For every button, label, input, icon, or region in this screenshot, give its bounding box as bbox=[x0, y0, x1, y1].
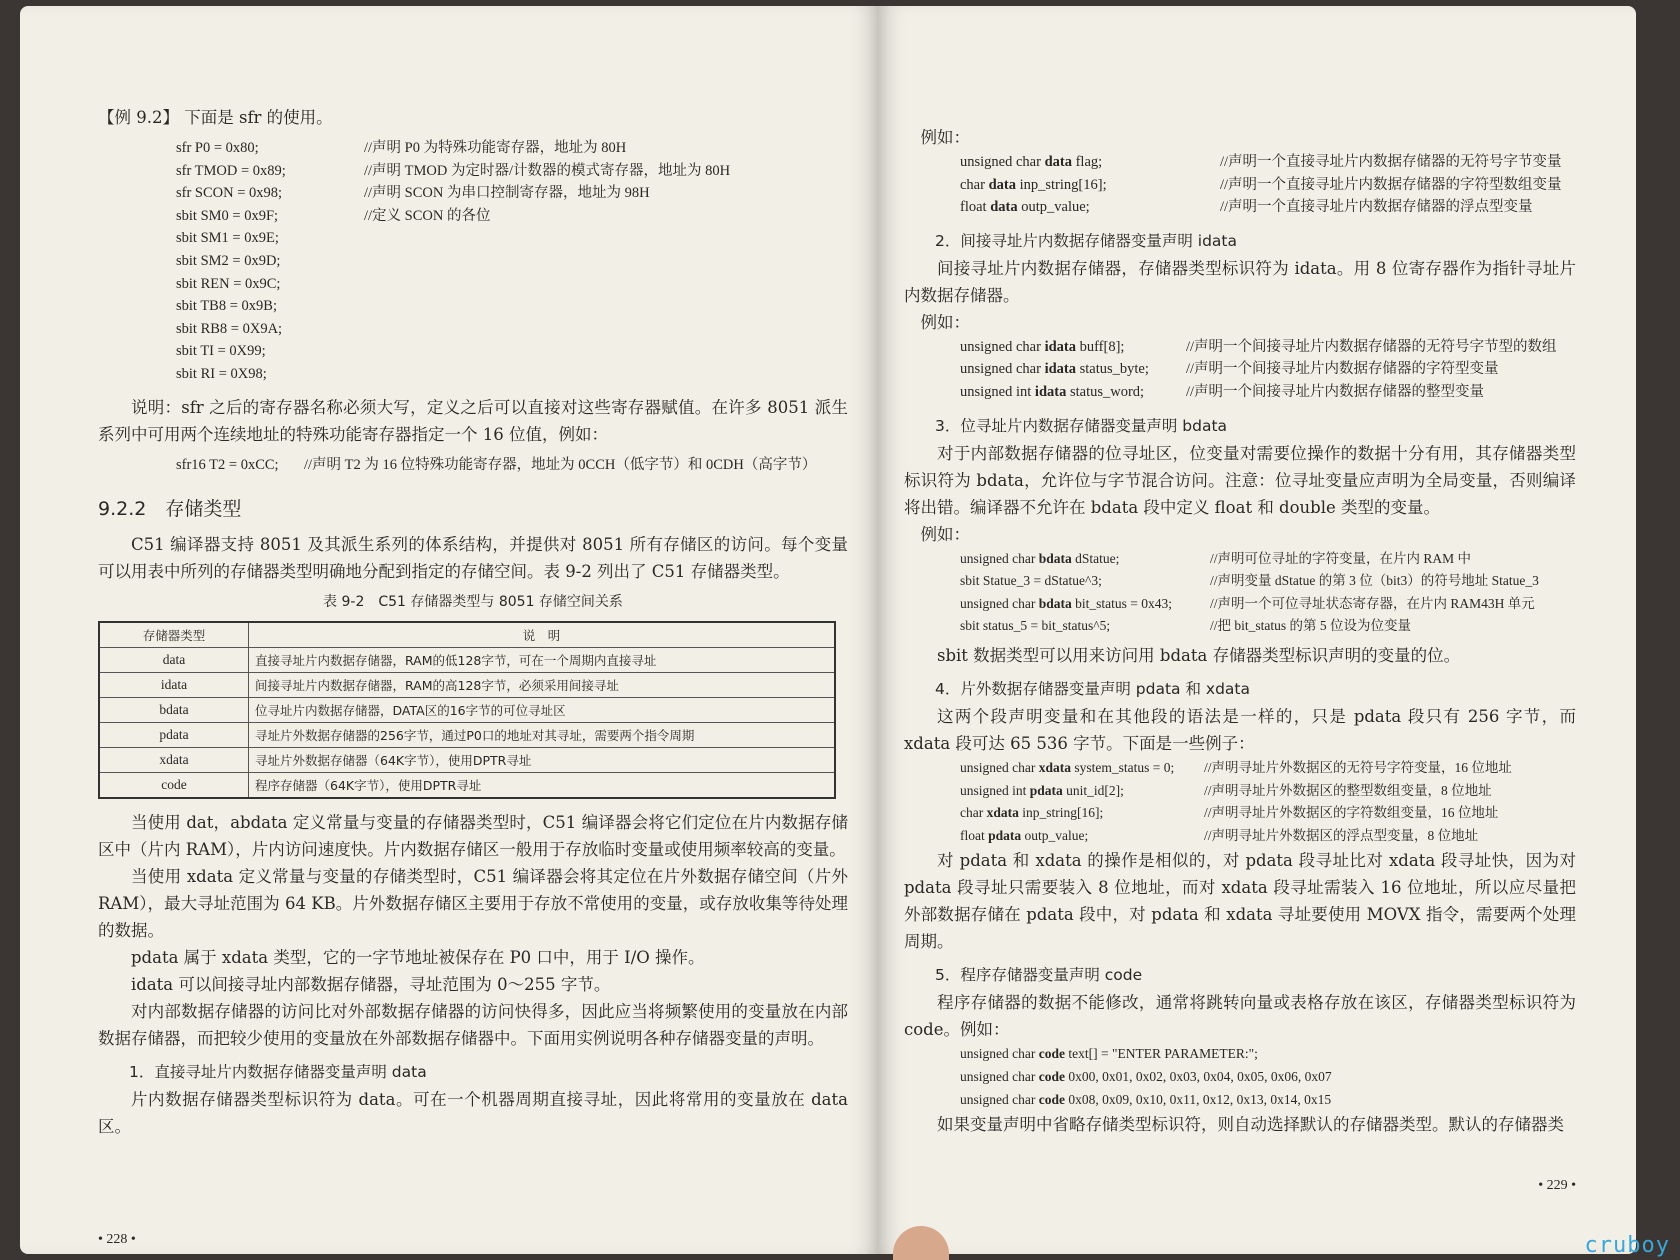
table-row bbox=[99, 648, 835, 673]
page-number-right: • 229 • bbox=[1538, 1178, 1576, 1193]
data-code-block bbox=[904, 151, 1576, 219]
memory-type-table bbox=[98, 621, 836, 799]
last-paragraph: 如果变量声明中省略存储类型标识符，则自动选择默认的存储器类型。默认的存储器类 bbox=[937, 1115, 1564, 1135]
code-line: float data outp_value; //声明一个直接寻址片内数据存储器的浮点型变量 bbox=[960, 199, 1533, 216]
table-cell: bdata bbox=[99, 698, 249, 723]
table-cell: 寻址片外数据存储器的256字节，通过P0口的地址对其寻址，需要两个指令周期 bbox=[249, 723, 836, 748]
subsection-3-paragraph: 对于内部数据存储器的位寻址区，位变量对需要位操作的数据十分有用，其存储器类型标识符为 bdata，允许位与字节混合访问。注意：位寻址变量应声明为全局变量，否则编译将出错。编译器不允许在 bdata 段中定义 float 和 double 类型的变量。 bbox=[904, 443, 1576, 517]
watermark: cruboy bbox=[1584, 1233, 1670, 1258]
table-header: 说 明 bbox=[249, 622, 836, 648]
bdata-code-block bbox=[904, 548, 1576, 638]
pdata-xdata-paragraph: 对 pdata 和 xdata 的操作是相似的，对 pdata 段寻址比对 xdata 段寻址快，因为对 pdata 段寻址只需要装入 8 位地址，而对 xdata 段寻址需装入 16 位地址，所以应尽量把外部数据存储在 pdata 段中，对 pdata 和 xdata 寻址要使用 MOVX 指令，需要两个处理周期。 bbox=[904, 851, 1576, 952]
table-row bbox=[99, 748, 835, 773]
code-line: unsigned char bdata bit_status = 0x43; //声明一个可位寻址状态寄存器，在片内 RAM43H 单元 bbox=[960, 595, 1535, 611]
table-cell: idata bbox=[99, 673, 249, 698]
table-header: 存储器类型 bbox=[99, 622, 249, 648]
code-line: unsigned char idata buff[8]; //声明一个间接寻址片内数据存储器的无符号字节型的数组 bbox=[960, 338, 1557, 355]
code-line: unsigned int pdata unit_id[2]; //声明寻址片外数据区的整型数组变量，8 位地址 bbox=[960, 782, 1492, 798]
paragraph-xdata: 当使用 xdata 定义常量与变量的存储类型时，C51 编译器会将其定位在片外数据存储空间（片外 RAM），最大寻址范围为 64 KB。片外数据存储区主要用于存放不常使用的变量，或存放收集等待处理的数据。 bbox=[98, 867, 848, 941]
table-cell: 寻址片外数据存储器（64K字节），使用DPTR寻址 bbox=[249, 748, 836, 773]
sfr-code-block bbox=[98, 137, 848, 386]
code-line: unsigned char data flag; //声明一个直接寻址片内数据存储器的无符号字节变量 bbox=[960, 154, 1562, 170]
code-line: unsigned int idata status_word; //声明一个间接寻址片内数据存储器的整型变量 bbox=[960, 383, 1485, 400]
subsection-5-paragraph: 程序存储器的数据不能修改，通常将跳转向量或表格存放在该区，存储器类型标识符为 code。例如： bbox=[904, 993, 1576, 1040]
table-cell: 位寻址片内数据存储器，DATA区的16字节的可位寻址区 bbox=[249, 698, 836, 723]
table-cell: data bbox=[99, 648, 249, 673]
table-cell: xdata bbox=[99, 748, 249, 773]
subsection-4-heading: 4．片外数据存储器变量声明 pdata 和 xdata bbox=[935, 679, 1250, 698]
intro-paragraph: C51 编译器支持 8051 及其派生系列的体系结构，并提供对 8051 所有存储区的访问。每个变量可以用表中所列的存储器类型明确地分配到指定的存储空间。表 9-2 列出了 C51 存储器类型。 bbox=[98, 535, 848, 582]
code-code-block bbox=[904, 1043, 1576, 1111]
paragraph-idata: idata 可以间接寻址内部数据存储器，寻址范围为 0～255 字节。 bbox=[131, 975, 611, 995]
table-cell: 程序存储器（64K字节），使用DPTR寻址 bbox=[249, 773, 836, 799]
subsection-5-heading: 5．程序存储器变量声明 code bbox=[935, 966, 1143, 985]
table-row bbox=[99, 698, 835, 723]
code-line: sbit SM0 = 0x9F; //定义 SCON 的各位 bbox=[176, 207, 491, 224]
example-title: 【例 9.2】 下面是 sfr 的使用。 bbox=[98, 108, 333, 127]
section-heading: 9.2.2 存储类型 bbox=[98, 498, 242, 521]
table-cell: pdata bbox=[99, 723, 249, 748]
paragraph-dat: 当使用 dat，abdata 定义常量与变量的存储器类型时，C51 编译器会将它们定位在片内数据存储区中（片内 RAM），片内访问速度快。片内数据存储区一般用于存放临时变量或使用频率较高的变量。 bbox=[98, 813, 848, 860]
code-line: char xdata inp_string[16]; //声明寻址片外数据区的字符数组变量，16 位地址 bbox=[960, 805, 1499, 821]
subsection-4-paragraph: 这两个段声明变量和在其他段的语法是一样的，只是 pdata 段只有 256 字节，而 xdata 段可达 65 536 字节。下面是一些例子： bbox=[904, 706, 1576, 753]
code-line: sbit SM2 = 0x9D; bbox=[176, 252, 281, 269]
code-line: sfr TMOD = 0x89; //声明 TMOD 为定时器/计数器的模式寄存器，地址为 80H bbox=[176, 162, 731, 179]
code-line: unsigned char bdata dStatue; //声明可位寻址的字符变量，在片内 RAM 中 bbox=[960, 550, 1472, 566]
page-number-left: • 228 • bbox=[98, 1232, 136, 1247]
code-line: sbit status_5 = bit_status^5; //把 bit_status 的第 5 位设为位变量 bbox=[960, 618, 1412, 634]
table-cell: 直接寻址片内数据存储器，RAM的低128字节，可在一个周期内直接寻址 bbox=[249, 648, 836, 673]
subsection-2-paragraph: 间接寻址片内数据存储器，存储器类型标识符为 idata。用 8 位寄存器作为指针寻址片内数据存储器。 bbox=[904, 258, 1576, 305]
code-line: sbit RB8 = 0X9A; bbox=[176, 320, 283, 337]
table-row bbox=[99, 673, 835, 698]
note-paragraph: 说明：sfr 之后的寄存器名称必须大写，定义之后可以直接对这些寄存器赋值。在许多 8051 派生系列中可用两个连续地址的特殊功能寄存器指定一个 16 位值，例如： bbox=[98, 397, 848, 444]
code-line: float pdata outp_value; //声明寻址片外数据区的浮点型变量，8 位地址 bbox=[960, 827, 1479, 843]
right-page bbox=[878, 6, 1636, 1254]
table-header-row bbox=[99, 622, 835, 648]
code-line: unsigned char code 0x08, 0x09, 0x10, 0x11, 0x12, 0x13, 0x14, 0x15 bbox=[960, 1091, 1332, 1107]
idata-code-block bbox=[904, 336, 1576, 404]
subsection-2-heading: 2．间接寻址片内数据存储器变量声明 idata bbox=[935, 231, 1238, 250]
subsection-1-heading: 1．直接寻址片内数据存储器变量声明 data bbox=[129, 1063, 427, 1082]
table-caption: 表 9-2 C51 存储器类型与 8051 存储空间关系 bbox=[323, 594, 623, 611]
code-line: sfr SCON = 0x98; //声明 SCON 为串口控制寄存器，地址为 98H bbox=[176, 185, 650, 202]
code-line: sbit TB8 = 0x9B; bbox=[176, 298, 277, 315]
paragraph-access: 对内部数据存储器的访问比对外部数据存储器的访问快得多，因此应当将频繁使用的变量放在内部数据存储器，而把较少使用的变量放在外部数据存储器中。下面用实例说明各种存储器变量的声明。 bbox=[98, 1002, 848, 1049]
table-row bbox=[99, 723, 835, 748]
code-line: sbit SM1 = 0x9E; bbox=[176, 230, 279, 247]
paragraph-pdata: pdata 属于 xdata 类型，它的一字节地址被保存在 P0 口中，用于 I/O 操作。 bbox=[131, 948, 705, 968]
table-cell: 间接寻址片内数据存储器，RAM的高128字节，必须采用间接寻址 bbox=[249, 673, 836, 698]
code-line: unsigned char code text[] = "ENTER PARAMETER:"; bbox=[960, 1046, 1258, 1062]
subsection-3-heading: 3．位寻址片内数据存储器变量声明 bdata bbox=[935, 416, 1228, 435]
code-line: unsigned char idata status_byte; //声明一个间接寻址片内数据存储器的字符型变量 bbox=[960, 361, 1499, 378]
code-line: char data inp_string[16]; //声明一个直接寻址片内数据存储器的字符型数组变量 bbox=[960, 176, 1562, 193]
code-line: unsigned char xdata system_status = 0; //声明寻址片外数据区的无符号字符变量，16 位地址 bbox=[960, 759, 1512, 775]
code-line: sbit Statue_3 = dStatue^3; //声明变量 dStatue 的第 3 位（bit3）的符号地址 Statue_3 bbox=[960, 573, 1539, 589]
table-row bbox=[99, 773, 835, 799]
code-line: sbit RI = 0X98; bbox=[176, 365, 267, 382]
code-line: sfr P0 = 0x80; //声明 P0 为特殊功能寄存器，地址为 80H bbox=[176, 140, 627, 156]
code-line: sbit TI = 0X99; bbox=[176, 343, 266, 360]
code-line: sbit REN = 0x9C; bbox=[176, 275, 281, 292]
sbit-paragraph: sbit 数据类型可以用来访问用 bdata 存储器类型标识声明的变量的位。 bbox=[937, 645, 1461, 665]
left-page bbox=[20, 6, 878, 1254]
xdata-code-block bbox=[904, 757, 1576, 847]
example-label: 例如： bbox=[920, 312, 970, 332]
example-label: 例如： bbox=[920, 524, 970, 544]
code-line: unsigned char code 0x00, 0x01, 0x02, 0x03, 0x04, 0x05, 0x06, 0x07 bbox=[960, 1068, 1332, 1084]
sfr16-line: sfr16 T2 = 0xCC; //声明 T2 为 16 位特殊功能寄存器，地址为 0CCH（低字节）和 0CDH（高字节） bbox=[176, 456, 817, 473]
table-cell: code bbox=[99, 773, 249, 799]
subsection-1-paragraph: 片内数据存储器类型标识符为 data。可在一个机器周期直接寻址，因此将常用的变量放在 data 区。 bbox=[98, 1090, 848, 1137]
example-label: 例如： bbox=[920, 128, 970, 147]
